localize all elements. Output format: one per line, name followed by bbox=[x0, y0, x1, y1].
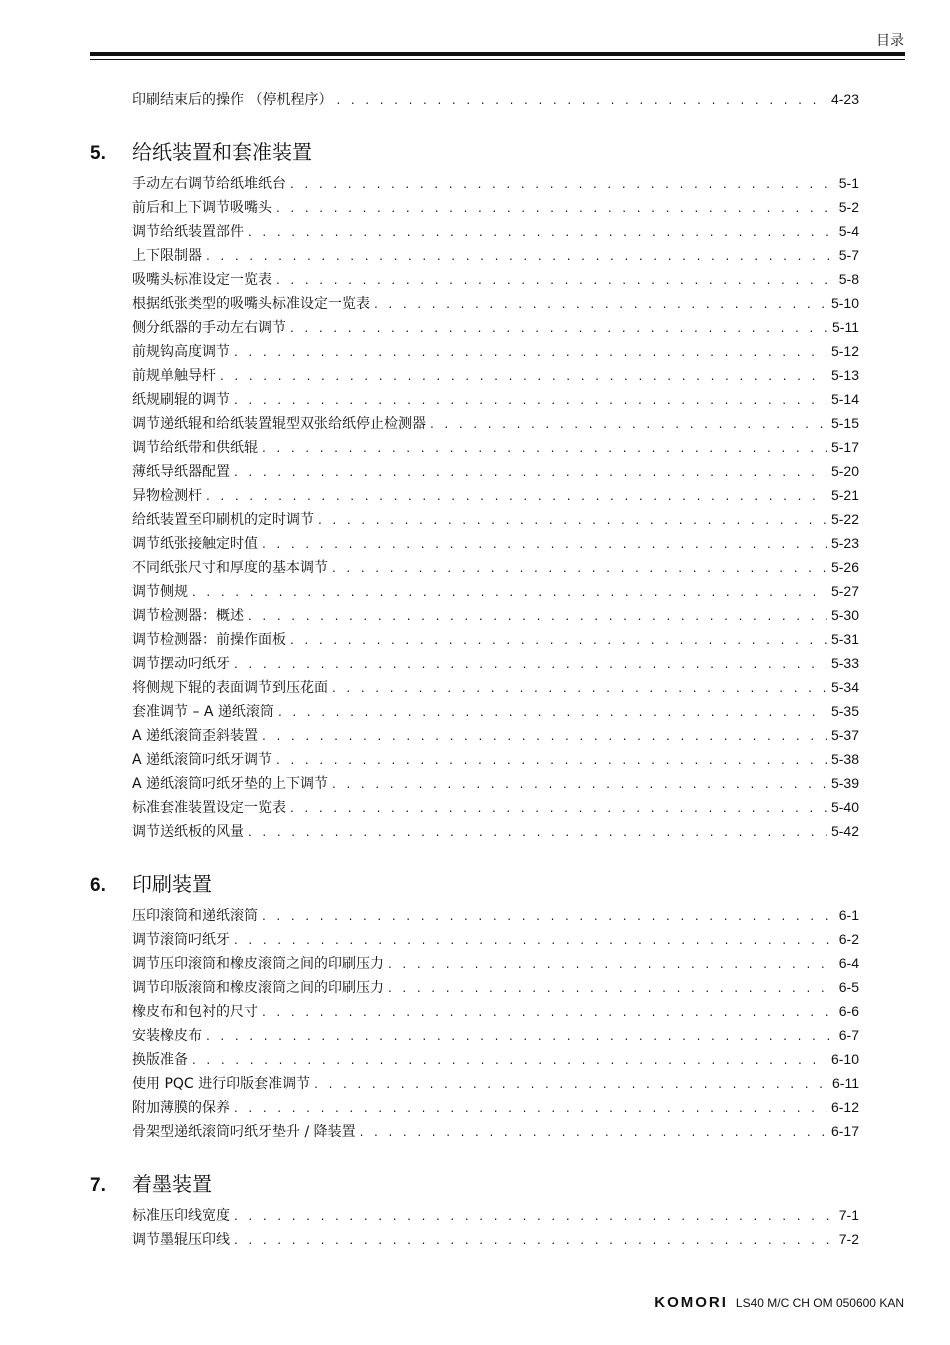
toc-entry-page-number: 5-22 bbox=[830, 511, 859, 527]
section-number: 6. bbox=[90, 875, 106, 896]
toc-entry-title: 骨架型递纸滚筒叼纸牙垫升 / 降装置 bbox=[132, 1124, 356, 1140]
toc-entry-title: 标准压印线宽度 bbox=[132, 1208, 230, 1224]
toc-entry-page-number: 5-15 bbox=[830, 415, 859, 431]
toc-entry-title: 调节送纸板的风量 bbox=[132, 824, 244, 840]
toc-entry[interactable] bbox=[90, 507, 859, 531]
dot-leader bbox=[276, 268, 835, 292]
toc-entry[interactable] bbox=[90, 1227, 859, 1251]
toc-entry-title: A 递纸滚筒歪斜装置 bbox=[132, 728, 259, 744]
toc-entry-title: 调节压印滚筒和橡皮滚筒之间的印刷压力 bbox=[132, 956, 384, 972]
toc-entry-page-number: 5-21 bbox=[830, 487, 859, 503]
toc-entry[interactable] bbox=[90, 699, 859, 723]
toc-entry-title: 调节墨辊压印线 bbox=[132, 1232, 230, 1248]
toc-entry[interactable] bbox=[90, 723, 859, 747]
toc-entry-title: 调节滚筒叼纸牙 bbox=[132, 932, 230, 948]
toc-entry-title: 调节检测器：概述 bbox=[132, 608, 244, 624]
toc-entry-title: 调节印版滚筒和橡皮滚筒之间的印刷压力 bbox=[132, 980, 384, 996]
dot-leader bbox=[332, 556, 827, 580]
toc-entry-page-number: 5-40 bbox=[830, 799, 859, 815]
toc-entry-title: 调节检测器：前操作面板 bbox=[132, 632, 286, 648]
toc-entry-page-number: 4-23 bbox=[830, 91, 859, 107]
toc-entry-page-number: 6-10 bbox=[830, 1051, 859, 1067]
toc-entry-page-number: 5-42 bbox=[830, 823, 859, 839]
toc-entry[interactable] bbox=[90, 999, 859, 1023]
dot-leader bbox=[262, 1000, 835, 1024]
dot-leader bbox=[206, 484, 827, 508]
dot-leader bbox=[388, 952, 835, 976]
toc-entry-title: A 递纸滚筒叼纸牙垫的上下调节 bbox=[132, 776, 329, 792]
dot-leader bbox=[234, 652, 827, 676]
toc-entry[interactable] bbox=[90, 315, 859, 339]
toc-entry-page-number: 5-7 bbox=[838, 247, 859, 263]
dot-leader bbox=[248, 820, 827, 844]
toc-entry[interactable] bbox=[90, 951, 859, 975]
dot-leader bbox=[262, 724, 827, 748]
toc-entry-title: 标准套准装置设定一览表 bbox=[132, 800, 286, 816]
dot-leader bbox=[248, 220, 835, 244]
toc-entry[interactable] bbox=[90, 579, 859, 603]
toc-entry[interactable] bbox=[90, 339, 859, 363]
dot-leader bbox=[276, 196, 835, 220]
toc-entry[interactable] bbox=[90, 387, 859, 411]
toc-entry-title: 前规钩高度调节 bbox=[132, 344, 230, 360]
toc-entry-title: 印刷结束后的操作 （停机程序） bbox=[132, 92, 333, 108]
dot-leader bbox=[318, 508, 827, 532]
toc-entry-title: 调节侧规 bbox=[132, 584, 188, 600]
komori-logo: KOMORI bbox=[654, 1294, 728, 1311]
toc-entry-title: 附加薄膜的保养 bbox=[132, 1100, 230, 1116]
dot-leader bbox=[206, 244, 835, 268]
dot-leader bbox=[332, 772, 827, 796]
toc-entry-page-number: 5-35 bbox=[830, 703, 859, 719]
dot-leader bbox=[290, 628, 827, 652]
toc-entry[interactable] bbox=[90, 927, 859, 951]
toc-entry-page-number: 7-1 bbox=[838, 1207, 859, 1223]
dot-leader bbox=[234, 388, 827, 412]
toc-entry-page-number: 5-12 bbox=[830, 343, 859, 359]
toc-entry-title: 套准调节 – A 递纸滚筒 bbox=[132, 704, 274, 720]
dot-leader bbox=[276, 748, 827, 772]
dot-leader bbox=[290, 172, 835, 196]
toc-section bbox=[90, 865, 859, 1143]
dot-leader bbox=[430, 412, 827, 436]
toc-section bbox=[90, 1165, 859, 1251]
toc-entry-page-number: 5-38 bbox=[830, 751, 859, 767]
toc-entry[interactable] bbox=[90, 483, 859, 507]
toc-entry-page-number: 5-23 bbox=[830, 535, 859, 551]
dot-leader bbox=[192, 1048, 827, 1072]
toc-entry-title: 调节纸张接触定时值 bbox=[132, 536, 258, 552]
toc-entry-page-number: 6-12 bbox=[830, 1099, 859, 1115]
toc-entry-page-number: 5-4 bbox=[838, 223, 859, 239]
toc-entry-title: 橡皮布和包衬的尺寸 bbox=[132, 1004, 258, 1020]
toc-entry-title: 纸规刷辊的调节 bbox=[132, 392, 230, 408]
toc-entry-page-number: 5-37 bbox=[830, 727, 859, 743]
toc-entry[interactable] bbox=[90, 603, 859, 627]
toc-entry-title: 使用 PQC 进行印版套准调节 bbox=[132, 1076, 311, 1092]
dot-leader bbox=[332, 676, 827, 700]
toc-entry[interactable] bbox=[90, 1023, 859, 1047]
dot-leader bbox=[248, 604, 827, 628]
dot-leader bbox=[388, 976, 835, 1000]
toc-entry-page-number: 5-11 bbox=[832, 319, 859, 335]
dot-leader bbox=[262, 532, 827, 556]
toc-entry-page-number: 5-1 bbox=[838, 175, 859, 191]
toc-entry[interactable] bbox=[90, 243, 859, 267]
toc-entry[interactable] bbox=[90, 747, 859, 771]
toc-entry-title: 吸嘴头标准设定一览表 bbox=[132, 272, 272, 288]
dot-leader bbox=[234, 1228, 835, 1252]
section-number: 7. bbox=[90, 1175, 106, 1196]
toc-entry-page-number: 6-2 bbox=[838, 931, 859, 947]
toc-entry-title: 压印滚筒和递纸滚筒 bbox=[132, 908, 258, 924]
section-heading[interactable] bbox=[90, 1165, 859, 1203]
dot-leader bbox=[234, 1096, 827, 1120]
toc-entry[interactable] bbox=[90, 555, 859, 579]
toc-entry-page-number: 5-39 bbox=[830, 775, 859, 791]
toc-entry-page-number: 6-17 bbox=[830, 1123, 859, 1139]
toc-entry-title: 给纸装置至印刷机的定时调节 bbox=[132, 512, 314, 528]
toc-entry-page-number: 5-10 bbox=[830, 295, 859, 311]
toc-entry-page-number: 6-6 bbox=[838, 1003, 859, 1019]
toc-entry[interactable] bbox=[90, 1095, 859, 1119]
toc-entry[interactable] bbox=[90, 1119, 859, 1143]
toc-entry-page-number: 6-11 bbox=[832, 1075, 859, 1091]
toc-entry[interactable] bbox=[90, 411, 859, 435]
toc-entry-page-number: 5-2 bbox=[838, 199, 859, 215]
section-heading[interactable] bbox=[90, 133, 859, 171]
toc-entry[interactable] bbox=[90, 675, 859, 699]
dot-leader bbox=[262, 436, 827, 460]
toc-entry-title: 前规单触导杆 bbox=[132, 368, 216, 384]
toc-entry-page-number: 6-1 bbox=[838, 907, 859, 923]
toc-entry[interactable] bbox=[90, 195, 859, 219]
toc-entry-title: 调节摆动叼纸牙 bbox=[132, 656, 230, 672]
toc-entry[interactable] bbox=[90, 903, 859, 927]
header-rule-thin bbox=[90, 59, 905, 60]
toc-entry-title: 异物检测杆 bbox=[132, 488, 202, 504]
dot-leader bbox=[206, 1024, 835, 1048]
dot-leader bbox=[290, 796, 827, 820]
section-number: 5. bbox=[90, 143, 106, 164]
toc-entry-page-number: 5-26 bbox=[830, 559, 859, 575]
toc-entry-page-number: 5-8 bbox=[838, 271, 859, 287]
toc-entry[interactable] bbox=[90, 627, 859, 651]
toc-entry-page-number: 5-27 bbox=[830, 583, 859, 599]
header-rule-thick bbox=[90, 52, 905, 56]
toc-entry[interactable] bbox=[90, 1071, 859, 1095]
toc-entry-page-number: 7-2 bbox=[838, 1231, 859, 1247]
toc-entry[interactable] bbox=[90, 435, 859, 459]
toc-entry[interactable] bbox=[90, 219, 859, 243]
toc-entry-page-number: 6-5 bbox=[838, 979, 859, 995]
dot-leader bbox=[192, 580, 827, 604]
toc-entry-title: 上下限制器 bbox=[132, 248, 202, 264]
dot-leader bbox=[262, 904, 835, 928]
toc-entry-page-number: 5-30 bbox=[830, 607, 859, 623]
toc-entry-title: A 递纸滚筒叼纸牙调节 bbox=[132, 752, 273, 768]
dot-leader bbox=[234, 340, 827, 364]
toc-entry[interactable] bbox=[90, 363, 859, 387]
document-code: LS40 M/C CH OM 050600 KAN bbox=[735, 1295, 904, 1310]
toc-entry-title: 安装橡皮布 bbox=[132, 1028, 202, 1044]
toc-entry[interactable] bbox=[90, 171, 859, 195]
section-title: 给纸装置和套准装置 bbox=[132, 140, 312, 164]
dot-leader bbox=[374, 292, 827, 316]
dot-leader bbox=[360, 1120, 827, 1144]
toc-section bbox=[90, 133, 859, 843]
toc-entry-page-number: 6-4 bbox=[838, 955, 859, 971]
section-heading[interactable] bbox=[90, 865, 859, 903]
toc-entry-title: 将侧规下辊的表面调节到压花面 bbox=[132, 680, 328, 696]
footer bbox=[654, 1294, 904, 1311]
toc-entry-page-number: 5-14 bbox=[830, 391, 859, 407]
toc-entry-page-number: 5-31 bbox=[830, 631, 859, 647]
toc-entry[interactable] bbox=[90, 651, 859, 675]
toc-entry-page-number: 5-34 bbox=[830, 679, 859, 695]
dot-leader bbox=[220, 364, 827, 388]
table-of-contents bbox=[90, 87, 859, 1251]
dot-leader bbox=[278, 700, 827, 724]
toc-entry[interactable] bbox=[90, 795, 859, 819]
toc-entry[interactable] bbox=[90, 975, 859, 999]
section-title: 印刷装置 bbox=[132, 872, 212, 896]
toc-entry-title: 调节给纸带和供纸辊 bbox=[132, 440, 258, 456]
toc-entry-page-number: 5-20 bbox=[830, 463, 859, 479]
dot-leader bbox=[234, 1204, 835, 1228]
dot-leader bbox=[290, 316, 828, 340]
dot-leader bbox=[314, 1072, 828, 1096]
section-title: 着墨装置 bbox=[132, 1172, 212, 1196]
toc-entry-title: 侧分纸器的手动左右调节 bbox=[132, 320, 286, 336]
toc-entry[interactable] bbox=[90, 819, 859, 843]
toc-entry[interactable] bbox=[90, 531, 859, 555]
toc-entry[interactable] bbox=[90, 291, 859, 315]
toc-entry-title: 不同纸张尺寸和厚度的基本调节 bbox=[132, 560, 328, 576]
toc-entry[interactable] bbox=[90, 87, 859, 111]
dot-leader bbox=[336, 88, 827, 112]
page-header-title: 目录 bbox=[876, 33, 904, 49]
toc-entry-page-number: 5-33 bbox=[830, 655, 859, 671]
toc-entry[interactable] bbox=[90, 771, 859, 795]
dot-leader bbox=[234, 928, 835, 952]
dot-leader bbox=[234, 460, 827, 484]
toc-entry-page-number: 6-7 bbox=[838, 1027, 859, 1043]
toc-entry-title: 调节递纸辊和给纸装置辊型双张给纸停止检测器 bbox=[132, 416, 426, 432]
toc-entry-title: 手动左右调节给纸堆纸台 bbox=[132, 176, 286, 192]
toc-entry-page-number: 5-17 bbox=[830, 439, 859, 455]
toc-entry-title: 根据纸张类型的吸嘴头标准设定一览表 bbox=[132, 296, 370, 312]
toc-entry-title: 前后和上下调节吸嘴头 bbox=[132, 200, 272, 216]
toc-entry[interactable] bbox=[90, 1047, 859, 1071]
toc-entry[interactable] bbox=[90, 1203, 859, 1227]
toc-entry[interactable] bbox=[90, 267, 859, 291]
toc-entry[interactable] bbox=[90, 459, 859, 483]
toc-entry-page-number: 5-13 bbox=[830, 367, 859, 383]
toc-entry-title: 薄纸导纸器配置 bbox=[132, 464, 230, 480]
toc-entry-title: 调节给纸装置部件 bbox=[132, 224, 244, 240]
toc-entry-title: 换版准备 bbox=[132, 1052, 188, 1068]
